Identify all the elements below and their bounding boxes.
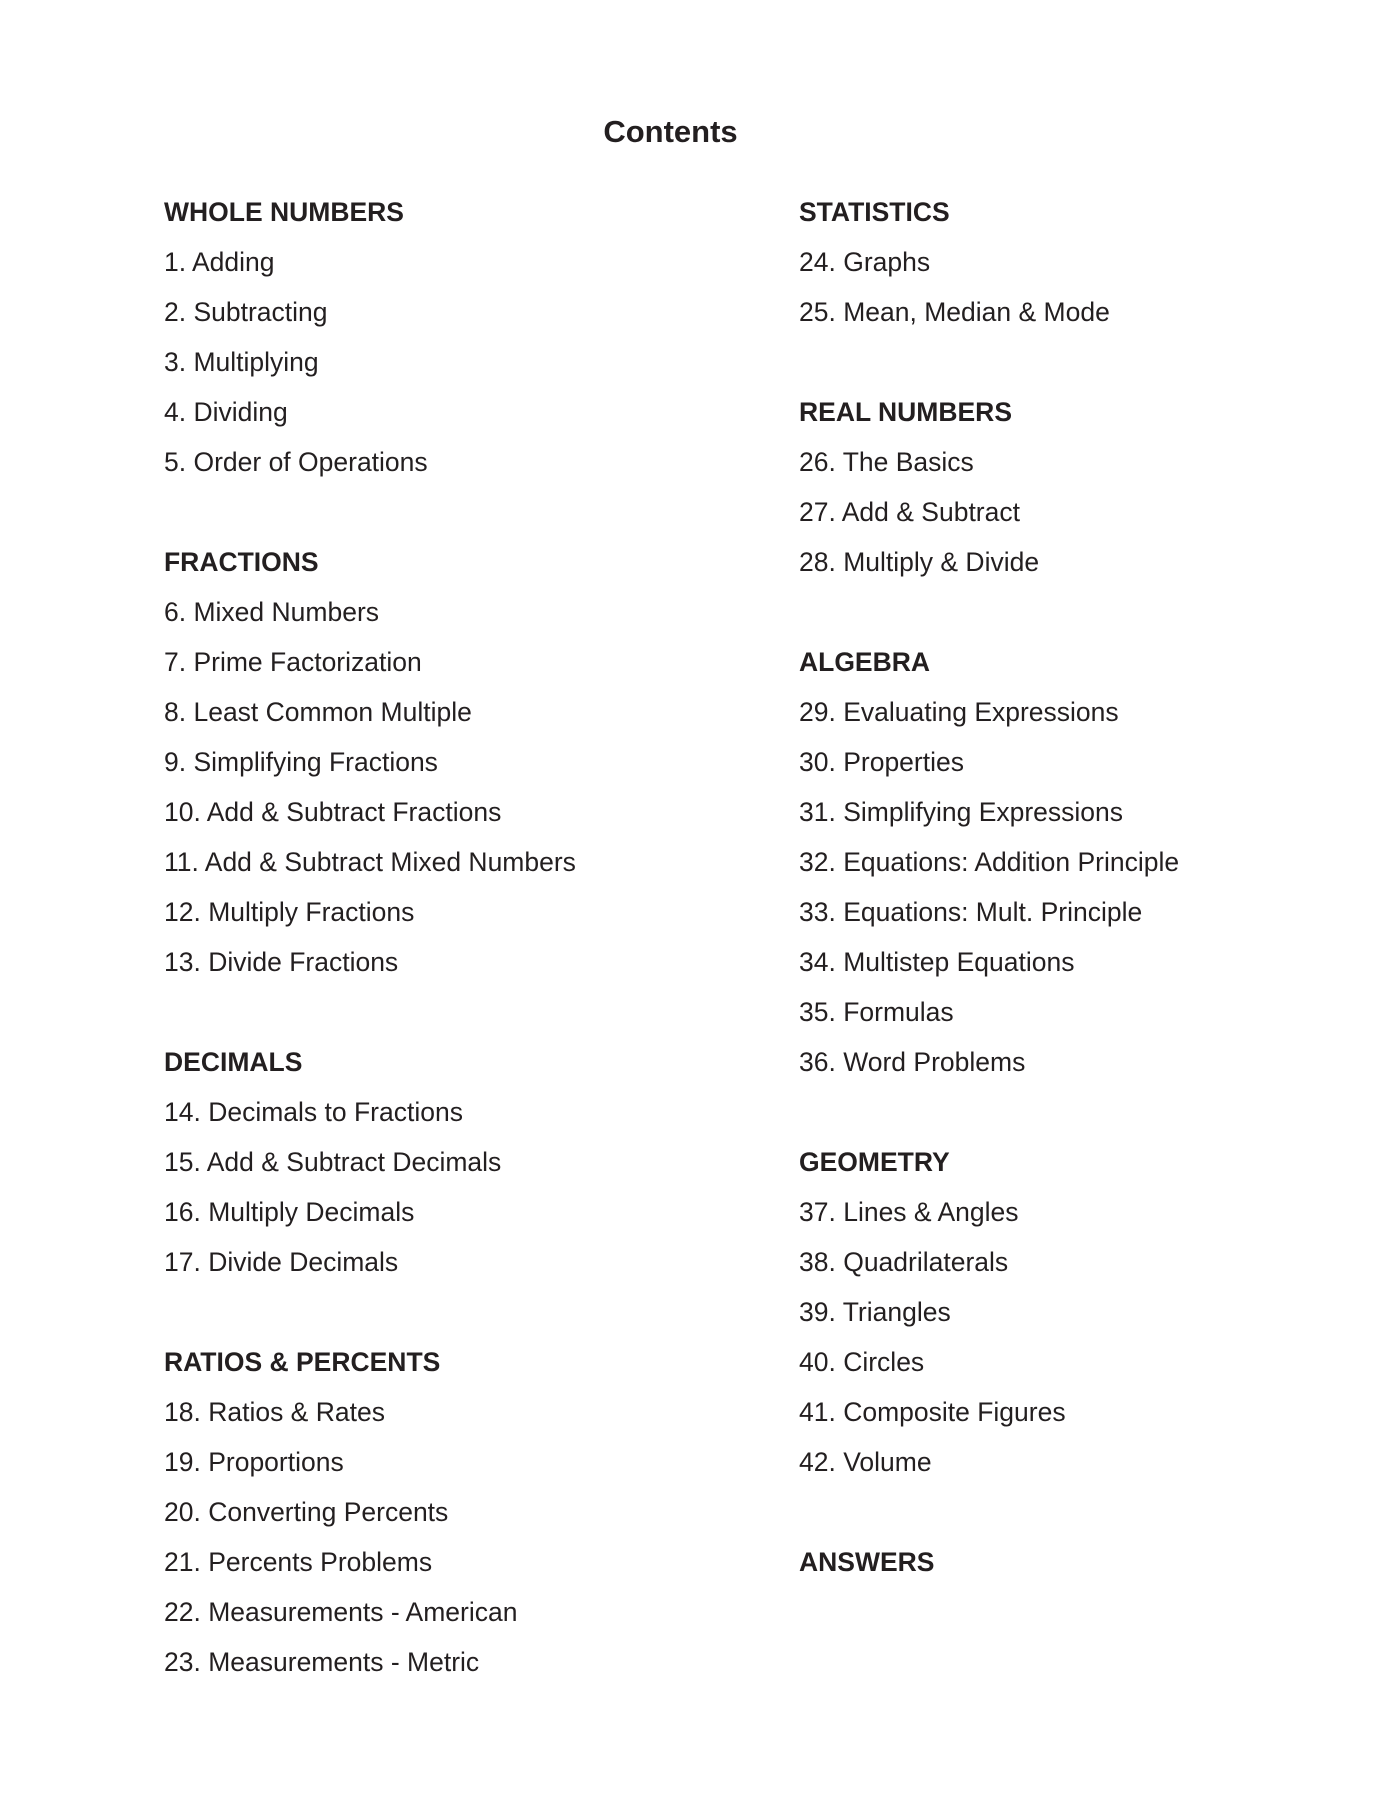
toc-item-33-equations-mult-principle[interactable]: 33. Equations: Mult. Principle <box>799 897 1143 927</box>
toc-item-19-proportions[interactable]: 19. Proportions <box>164 1447 344 1477</box>
section-heading-real-numbers: REAL NUMBERS <box>799 397 1012 427</box>
toc-item-16-multiply-decimals[interactable]: 16. Multiply Decimals <box>164 1197 415 1227</box>
toc-item-8-least-common-multiple[interactable]: 8. Least Common Multiple <box>164 697 472 727</box>
toc-item-6-mixed-numbers[interactable]: 6. Mixed Numbers <box>164 597 380 627</box>
toc-item-29-evaluating-expressions[interactable]: 29. Evaluating Expressions <box>799 697 1119 727</box>
section-heading-geometry: GEOMETRY <box>799 1147 950 1177</box>
toc-item-28-multiply-and-divide[interactable]: 28. Multiply & Divide <box>799 547 1040 577</box>
toc-item-10-add-and-subtract-fractions[interactable]: 10. Add & Subtract Fractions <box>164 797 502 827</box>
toc-item-37-lines-and-angles[interactable]: 37. Lines & Angles <box>799 1197 1019 1227</box>
section-heading-fractions: FRACTIONS <box>164 547 319 577</box>
toc-item-42-volume[interactable]: 42. Volume <box>799 1447 932 1477</box>
section-spacer <box>164 992 724 1042</box>
toc-item-3-multiplying[interactable]: 3. Multiplying <box>164 347 319 377</box>
toc-item-41-composite-figures[interactable]: 41. Composite Figures <box>799 1397 1066 1427</box>
section-heading-decimals: DECIMALS <box>164 1047 303 1077</box>
toc-item-20-converting-percents[interactable]: 20. Converting Percents <box>164 1497 449 1527</box>
toc-item-1-adding[interactable]: 1. Adding <box>164 247 275 277</box>
toc-item-9-simplifying-fractions[interactable]: 9. Simplifying Fractions <box>164 747 438 777</box>
toc-item-21-percents-problems[interactable]: 21. Percents Problems <box>164 1547 433 1577</box>
toc-item-32-equations-addition-principle[interactable]: 32. Equations: Addition Principle <box>799 847 1180 877</box>
page-title: Contents <box>603 114 738 149</box>
toc-item-12-multiply-fractions[interactable]: 12. Multiply Fractions <box>164 897 415 927</box>
section-heading-ratios-and-percents: RATIOS & PERCENTS <box>164 1347 441 1377</box>
toc-item-24-graphs[interactable]: 24. Graphs <box>799 247 931 277</box>
toc-item-22-measurements-american[interactable]: 22. Measurements - American <box>164 1597 518 1627</box>
section-spacer <box>799 592 1359 642</box>
toc-item-13-divide-fractions[interactable]: 13. Divide Fractions <box>164 947 399 977</box>
contents-left-column <box>164 192 724 1692</box>
toc-item-39-triangles[interactable]: 39. Triangles <box>799 1297 951 1327</box>
toc-item-7-prime-factorization[interactable]: 7. Prime Factorization <box>164 647 422 677</box>
toc-item-38-quadrilaterals[interactable]: 38. Quadrilaterals <box>799 1247 1009 1277</box>
toc-item-26-the-basics[interactable]: 26. The Basics <box>799 447 974 477</box>
section-heading-statistics: STATISTICS <box>799 197 950 227</box>
toc-item-25-mean-median-and-mode[interactable]: 25. Mean, Median & Mode <box>799 297 1110 327</box>
toc-item-11-add-and-subtract-mixed-numbers[interactable]: 11. Add & Subtract Mixed Numbers <box>164 847 576 877</box>
toc-item-27-add-and-subtract[interactable]: 27. Add & Subtract <box>799 497 1020 527</box>
toc-item-4-dividing[interactable]: 4. Dividing <box>164 397 288 427</box>
toc-item-15-add-and-subtract-decimals[interactable]: 15. Add & Subtract Decimals <box>164 1147 502 1177</box>
toc-item-31-simplifying-expressions[interactable]: 31. Simplifying Expressions <box>799 797 1124 827</box>
toc-item-18-ratios-and-rates[interactable]: 18. Ratios & Rates <box>164 1397 385 1427</box>
toc-item-2-subtracting[interactable]: 2. Subtracting <box>164 297 328 327</box>
section-heading-answers: ANSWERS <box>799 1547 935 1577</box>
section-spacer <box>799 342 1359 392</box>
toc-item-17-divide-decimals[interactable]: 17. Divide Decimals <box>164 1247 399 1277</box>
toc-item-35-formulas[interactable]: 35. Formulas <box>799 997 954 1027</box>
contents-right-column <box>799 192 1359 1592</box>
toc-item-5-order-of-operations[interactable]: 5. Order of Operations <box>164 447 428 477</box>
section-heading-whole-numbers: WHOLE NUMBERS <box>164 197 404 227</box>
section-spacer <box>799 1492 1359 1542</box>
toc-item-30-properties[interactable]: 30. Properties <box>799 747 964 777</box>
toc-item-36-word-problems[interactable]: 36. Word Problems <box>799 1047 1026 1077</box>
section-spacer <box>164 1292 724 1342</box>
section-spacer <box>799 1092 1359 1142</box>
toc-item-34-multistep-equations[interactable]: 34. Multistep Equations <box>799 947 1075 977</box>
toc-item-23-measurements-metric[interactable]: 23. Measurements - Metric <box>164 1647 480 1677</box>
section-heading-algebra: ALGEBRA <box>799 647 931 677</box>
toc-item-40-circles[interactable]: 40. Circles <box>799 1347 925 1377</box>
toc-item-14-decimals-to-fractions[interactable]: 14. Decimals to Fractions <box>164 1097 463 1127</box>
section-spacer <box>164 492 724 542</box>
